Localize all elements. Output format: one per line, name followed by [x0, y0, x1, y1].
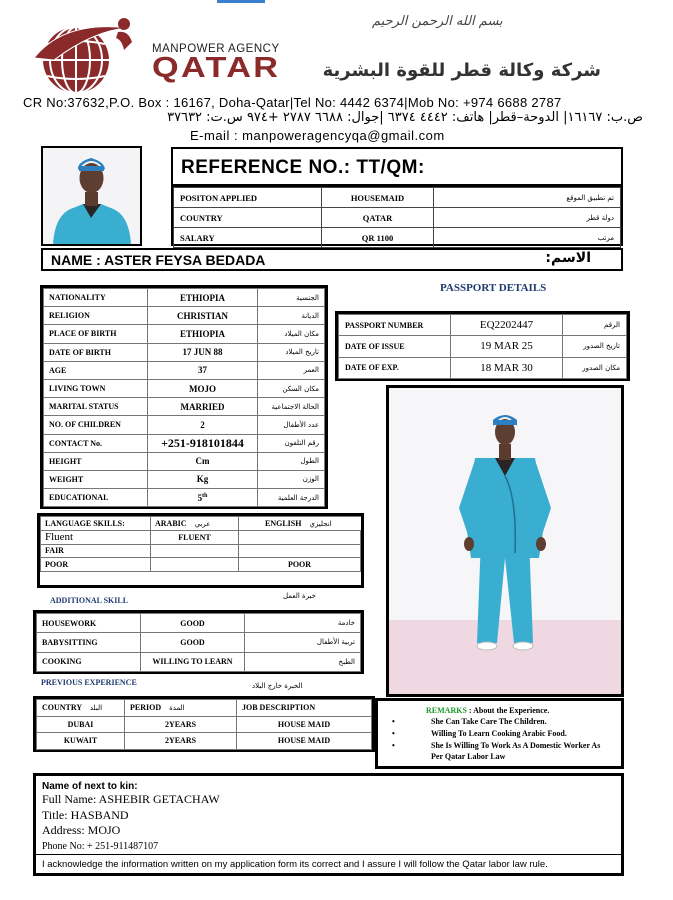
table-row: [37, 700, 372, 717]
kin-address: Address: MOJO: [42, 823, 121, 837]
agency-qatar-wordmark: QATAR: [152, 52, 281, 84]
babysitting-label: BABYSITTING: [37, 633, 141, 652]
language-table: [40, 516, 361, 572]
babysitting-ar: تربية الأطفال: [245, 633, 361, 652]
personal-value-text: Kg: [196, 474, 209, 485]
agency-name-en: MANPOWER AGENCY: [152, 43, 280, 55]
globe-logo-icon: [24, 10, 142, 96]
personal-value-text: MARRIED: [180, 401, 225, 412]
passport-number-label: PASSPORT NUMBER: [339, 315, 451, 336]
personal-label: AGE: [44, 361, 148, 379]
reference-number-title: REFERENCE NO.: TT/QM:: [181, 157, 425, 178]
cooking-label: COOKING: [37, 652, 141, 671]
table-row: [339, 336, 627, 357]
table-row: [37, 716, 372, 733]
table-row: [44, 434, 325, 452]
housework-value: GOOD: [141, 614, 245, 633]
country-ar: دولة قطر: [434, 208, 621, 228]
table-row: [339, 315, 627, 336]
arabic-fair: [151, 544, 239, 558]
applicant-portrait-photo: [41, 146, 142, 246]
name-box: [41, 248, 623, 271]
level-fluent: Fluent: [41, 530, 151, 544]
expiry-date-label: DATE OF EXP.: [339, 357, 451, 378]
babysitting-value: GOOD: [141, 633, 245, 652]
salary-label: SALARY: [174, 228, 322, 248]
applicant-name: NAME : ASTER FEYSA BEDADA: [51, 252, 266, 268]
previous-experience-title: PREVIOUS EXPERIENCE: [41, 678, 137, 687]
personal-label-ar: رقم التلفون: [258, 434, 325, 452]
personal-info-table: [43, 288, 325, 507]
cooking-value: WILLING TO LEARN: [141, 652, 245, 671]
country-col-header: [37, 700, 125, 717]
kin-phone: Phone No: + 251-911487107: [42, 840, 159, 852]
personal-label-ar: عدد الأطفال: [258, 416, 325, 434]
experience-table: [36, 699, 372, 750]
personal-label: DATE OF BIRTH: [44, 343, 148, 361]
exp-country: KUWAIT: [37, 733, 125, 750]
expiry-date-value: 18 MAR 30: [451, 357, 563, 378]
list-item: [386, 740, 613, 762]
personal-label: NATIONALITY: [44, 289, 148, 307]
table-row: [41, 558, 361, 572]
personal-value-text: 5: [197, 492, 203, 503]
remarks-heading: [426, 706, 613, 715]
top-accent-bar: [217, 0, 265, 3]
personal-label: MARITAL STATUS: [44, 398, 148, 416]
personal-value-text: 37: [198, 365, 207, 376]
personal-value: [148, 470, 258, 488]
table-row: [44, 361, 325, 379]
table-row: [41, 517, 361, 531]
personal-value-text: +251-918101844: [161, 435, 244, 450]
passport-number-ar: الرقم: [563, 315, 627, 336]
personal-value-text: ETHIOPIA: [179, 292, 225, 303]
personal-value: [148, 361, 258, 379]
bullet-icon: •: [392, 717, 395, 726]
remark-text: She Is Willing To Work As A Domestic Worker As Per Qatar Labor Law: [431, 741, 601, 761]
english-fluent: [239, 530, 361, 544]
personal-info-box: [40, 285, 328, 509]
personal-value: [148, 489, 258, 507]
next-of-kin-box: [33, 773, 624, 876]
personal-value-text: 17 JUN 88: [182, 347, 223, 358]
personal-label-ar: تاريخ الميلاد: [258, 343, 325, 361]
housework-ar: خادمة: [245, 614, 361, 633]
table-row: [44, 289, 325, 307]
personal-label-ar: الديانة: [258, 307, 325, 325]
personal-label-ar: الحالة الاجتماعية: [258, 398, 325, 416]
english-poor: POOR: [239, 558, 361, 572]
expiry-date-ar: مكان الصدور: [563, 357, 627, 378]
table-row: [44, 398, 325, 416]
arabic-header: [151, 517, 239, 531]
kin-title-line: Title: HASBAND: [42, 807, 129, 822]
remarks-box: [375, 698, 624, 769]
table-row: [41, 530, 361, 544]
personal-value-text: MOJO: [189, 383, 216, 394]
table-row: [37, 614, 361, 633]
country-col-ar: البلد: [89, 704, 103, 713]
next-of-kin-details: [42, 781, 220, 854]
personal-label: CONTACT No.: [44, 434, 148, 452]
exp-job: HOUSE MAID: [237, 716, 372, 733]
passport-box: [335, 311, 630, 381]
personal-label-ar: الطول: [258, 452, 325, 470]
remarks-subtitle: : About the Experience.: [468, 706, 550, 715]
country-label: COUNTRY: [174, 208, 322, 228]
personal-value: [148, 343, 258, 361]
personal-value: [148, 416, 258, 434]
arabic-fluent: FLUENT: [151, 530, 239, 544]
passport-details-title: PASSPORT DETAILS: [440, 282, 547, 294]
personal-label-ar: مكان السكن: [258, 379, 325, 397]
table-row: [37, 633, 361, 652]
personal-value: [148, 434, 258, 452]
personal-label: LIVING TOWN: [44, 379, 148, 397]
remarks-label: REMARKS: [426, 706, 467, 715]
next-of-kin-title: Name of next to kin:: [42, 781, 138, 792]
personal-value: [148, 379, 258, 397]
additional-skill-title: ADDITIONAL SKILL: [50, 596, 129, 605]
exp-country: DUBAI: [37, 716, 125, 733]
table-row: [44, 379, 325, 397]
personal-value-suffix: th: [202, 492, 208, 499]
exp-period: 2YEARS: [125, 733, 237, 750]
issue-date-label: DATE OF ISSUE: [339, 336, 451, 357]
salary-value: QR 1100: [322, 228, 434, 248]
table-row: [44, 416, 325, 434]
reference-table: [173, 187, 621, 248]
position-ar: تم تطبيق الموقع: [434, 188, 621, 208]
bullet-icon: •: [392, 729, 395, 738]
position-value: HOUSEMAID: [322, 188, 434, 208]
personal-value-text: Cm: [195, 456, 210, 467]
english-header: [239, 517, 361, 531]
cooking-ar: الطبخ: [245, 652, 361, 671]
table-row: [174, 208, 621, 228]
personal-label: RELIGION: [44, 307, 148, 325]
exp-job: HOUSE MAID: [237, 733, 372, 750]
personal-value: [148, 289, 258, 307]
email-line: E-mail : manpoweragencyqa@gmail.com: [190, 128, 445, 143]
period-col-header: [125, 700, 237, 717]
issue-date-ar: تاريخ الصدور: [563, 336, 627, 357]
country-col-label: COUNTRY: [42, 703, 82, 713]
list-item: [386, 716, 613, 727]
contact-line-ar: ص.ب: ١٦١٦٧| الدوحة–قطر| هاتف: ٤٤٤٢ ٦٣٧٤ |جوال: ٦٦٨٨ ٢٧٨٧ +٩٧٤ س.ت: ٣٧٦٣٢: [167, 110, 643, 125]
personal-label: NO. OF CHILDREN: [44, 416, 148, 434]
bullet-icon: •: [392, 741, 395, 750]
personal-label: HEIGHT: [44, 452, 148, 470]
issue-date-value: 19 MAR 25: [451, 336, 563, 357]
language-skills-label: LANGUAGE SKILLS:: [41, 517, 151, 531]
remark-text: She Can Take Care The Children.: [431, 717, 547, 726]
housework-label: HOUSEWORK: [37, 614, 141, 633]
personal-value: [148, 307, 258, 325]
personal-label-ar: مكان الميلاد: [258, 325, 325, 343]
table-row: [44, 325, 325, 343]
acknowledgement-text: I acknowledge the information written on my application form its correct and I assure I will follow the Qatar labor law rule.: [42, 859, 548, 870]
table-row: [37, 652, 361, 671]
table-row: [44, 470, 325, 488]
english-fair: [239, 544, 361, 558]
personal-label: WEIGHT: [44, 470, 148, 488]
personal-label-ar: العمر: [258, 361, 325, 379]
table-row: [174, 228, 621, 248]
previous-experience-ar: الخبرة خارج البلاد: [252, 682, 303, 690]
personal-value: [148, 398, 258, 416]
job-col-header: JOB DESCRIPTION: [237, 700, 372, 717]
personal-label-ar: الدرجة العلمية: [258, 489, 325, 507]
table-row: [41, 544, 361, 558]
country-value: QATAR: [322, 208, 434, 228]
additional-skill-ar: خبرة العمل: [283, 592, 316, 600]
period-col-label: PERIOD: [130, 703, 162, 713]
period-col-ar: المدة: [169, 704, 185, 713]
additional-skill-table: [36, 613, 361, 672]
personal-label-ar: الوزن: [258, 470, 325, 488]
table-row: [174, 188, 621, 208]
personal-value-text: ETHIOPIA: [179, 328, 225, 339]
passport-number-value: EQ2202447: [451, 315, 563, 336]
personal-label-ar: الجنسية: [258, 289, 325, 307]
english-label-ar: انجليزي: [309, 519, 332, 528]
kin-divider: [36, 854, 621, 855]
contact-line-en: CR No:37632,P.O. Box : 16167, Doha-Qatar|Tel No: 4442 6374|Mob No: +974 6688 2787: [23, 95, 562, 110]
table-row: [339, 357, 627, 378]
level-fair: FAIR: [41, 544, 151, 558]
arabic-poor: [151, 558, 239, 572]
exp-period: 2YEARS: [125, 716, 237, 733]
position-label: POSITON APPLIED: [174, 188, 322, 208]
personal-label: PLACE OF BIRTH: [44, 325, 148, 343]
english-label: ENGLISH: [265, 518, 302, 528]
additional-skill-box: [33, 610, 364, 674]
table-row: [44, 452, 325, 470]
experience-box: [33, 696, 375, 752]
reference-box: [171, 147, 623, 246]
remark-text: Willing To Learn Cooking Arabic Food.: [431, 729, 567, 738]
table-row: [44, 307, 325, 325]
applicant-full-length-photo: [386, 385, 624, 697]
basmala-calligraphy: بسم الله الرحمن الرحيم: [372, 14, 503, 29]
table-row: [44, 343, 325, 361]
language-skills-box: [37, 513, 364, 588]
list-item: [386, 728, 613, 739]
salary-ar: مرتب: [434, 228, 621, 248]
level-poor: POOR: [41, 558, 151, 572]
personal-value: [148, 452, 258, 470]
table-row: [37, 733, 372, 750]
applicant-name-ar: الاسم:: [545, 250, 591, 266]
personal-value-text: 2: [200, 419, 205, 430]
kin-full-name: Full Name: ASHEBIR GETACHAW: [42, 792, 220, 806]
personal-value-text: CHRISTIAN: [176, 310, 228, 321]
passport-table: [338, 314, 627, 379]
personal-value: [148, 325, 258, 343]
agency-name-ar: شركة وكالة قطر للقوة البشرية: [322, 60, 601, 81]
arabic-label-ar: عربي: [194, 519, 211, 528]
personal-label: EDUCATIONAL: [44, 489, 148, 507]
table-row: [44, 489, 325, 507]
arabic-label: ARABIC: [155, 518, 187, 528]
